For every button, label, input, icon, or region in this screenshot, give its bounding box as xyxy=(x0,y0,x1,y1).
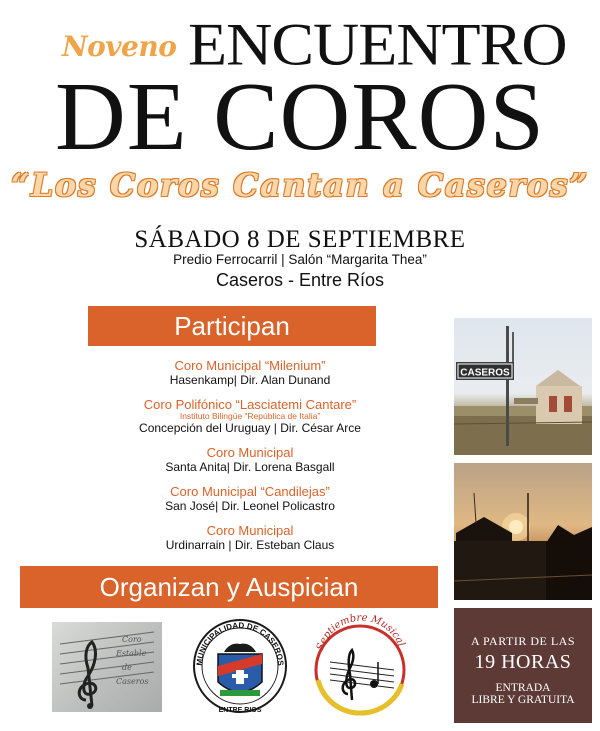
choir-list xyxy=(0,358,500,562)
title-line-1: ENCUENTRO xyxy=(188,10,567,78)
event-date: SÁBADO 8 DE SEPTIEMBRE xyxy=(134,226,466,253)
municipal-seal-icon xyxy=(190,614,290,718)
septiembre-text: Septiembre Musical xyxy=(314,614,407,652)
station-sign-text: CASEROS xyxy=(460,367,510,379)
choir-name: Coro Municipal “Milenium” xyxy=(174,358,326,373)
music-note-icon xyxy=(304,614,416,718)
choir-place-director: Santa Anita| Dir. Lorena Basgall xyxy=(165,460,335,474)
choir-item xyxy=(0,358,500,388)
station-photo xyxy=(454,318,592,455)
choir-item xyxy=(0,397,500,436)
logo1-line1: Coro xyxy=(122,635,142,644)
choir-place-director: Urdinarrain | Dir. Esteban Claus xyxy=(165,538,335,552)
start-time: 19 HORAS xyxy=(474,651,572,673)
edition-label: Noveno xyxy=(62,30,177,63)
time-intro: A PARTIR DE LAS xyxy=(470,634,576,648)
sunset-illustration xyxy=(454,463,592,600)
choir-name: Coro Municipal xyxy=(206,445,294,460)
municipalidad-logo xyxy=(190,614,290,718)
choir-item xyxy=(0,445,500,475)
logo1-line2: Estable xyxy=(116,649,147,658)
logo1-line4: Caseros xyxy=(116,677,149,686)
choir-place-director: Hasenkamp| Dir. Alan Dunand xyxy=(169,373,331,387)
choir-name: Coro Municipal xyxy=(206,523,294,538)
station-illustration xyxy=(454,318,592,455)
tagline: “Los Coros Cantan a Caseros” xyxy=(10,166,590,204)
svg-text:Septiembre Musical xyxy=(315,614,407,652)
time-info-box xyxy=(454,608,592,723)
event-venue: Predio Ferrocarril | Salón “Margarita Thea” xyxy=(173,252,427,267)
treble-clef-icon xyxy=(52,622,162,712)
sunset-photo xyxy=(454,463,592,600)
seal-bottom-text: ENTRE RIOS xyxy=(218,707,262,714)
title-line-2: DE COROS xyxy=(55,63,545,171)
event-city: Caseros - Entre Ríos xyxy=(215,270,385,290)
choir-name: Coro Municipal “Candilejas” xyxy=(170,484,330,499)
entry-free-label: LIBRE Y GRATUITA xyxy=(471,694,575,706)
choir-institution: Instituto Bilingüe “República de Italia” xyxy=(179,411,321,421)
coro-estable-logo xyxy=(52,622,162,712)
septiembre-musical-logo xyxy=(304,614,416,718)
participan-banner: Participan xyxy=(88,306,376,346)
choir-item xyxy=(0,484,500,514)
choir-place-director: San José| Dir. Leonel Policastro xyxy=(165,499,335,513)
entry-label: ENTRADA xyxy=(495,682,551,694)
organizan-banner: Organizan y Auspician xyxy=(20,566,438,608)
choir-place-director: Concepción del Uruguay | Dir. César Arce xyxy=(139,421,361,435)
seal-top-text: MUNICIPALIDAD DE CASEROS xyxy=(194,620,286,666)
choir-item xyxy=(0,523,500,553)
choir-name: Coro Polifónico “Lasciatemi Cantare” xyxy=(143,397,357,412)
logo1-line3: de xyxy=(122,663,132,672)
